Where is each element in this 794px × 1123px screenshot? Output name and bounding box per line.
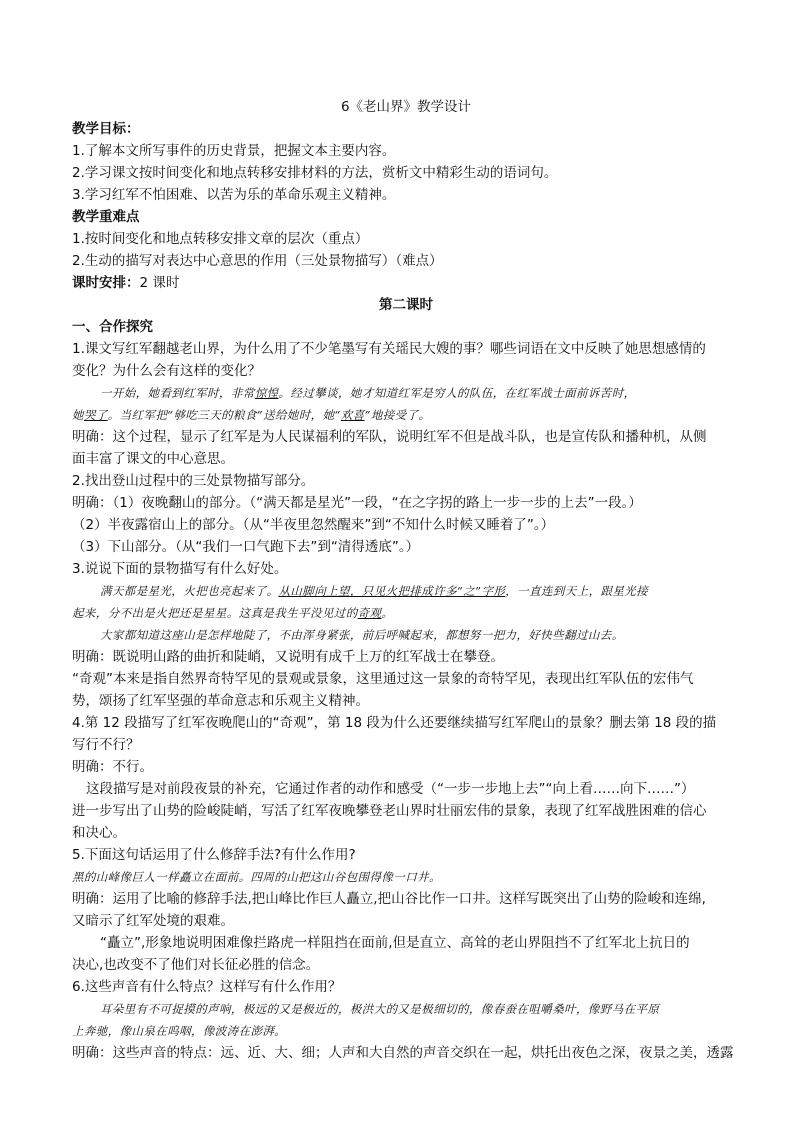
question-4-cont: 写行不行？ <box>72 737 140 753</box>
quote-text: 。经过攀谈，她才知道红军是穷人的队伍，在红军战士面前诉苦时， <box>278 386 636 400</box>
question-1: 1.课文写红军翻越老山界，为什么用了不少笔墨写有关瑶民大嫂的事？哪些词语在文中反映了她思想感情的 <box>72 341 706 357</box>
answer-4-cont: 进一步写出了山势的险峻陡峭，写活了红军夜晚攀登老山界时壮丽宏伟的景象，表现了红军战胜困难的信心 <box>72 803 707 819</box>
section-heading: 第二课时 <box>379 297 433 313</box>
quote-underlined: 哭了 <box>83 408 108 422</box>
keypoint-item: 1.按时间变化和地点转移安排文章的层次（重点） <box>72 231 369 247</box>
answer-4-cont: 和决心。 <box>72 825 126 841</box>
answer-5-cont: 又暗示了红军处境的艰难。 <box>72 913 234 929</box>
answer-3: 明确：既说明山路的曲折和陡峭，又说明有成千上万的红军战士在攀登。 <box>72 649 504 665</box>
answer-2-cont: （3）下山部分。（从“我们一口气跑下去”到“清得透底”。） <box>72 539 420 555</box>
quote-underlined: 奇观 <box>357 606 382 620</box>
keypoint-item: 2.生动的描写对表达中心意思的作用（三处景物描写）（难点） <box>72 253 443 269</box>
question-6: 6.这些声音有什么特点？这样写有什么作用？ <box>72 979 342 995</box>
quote-text: 一开始，她看到红军时，非常 <box>100 386 255 400</box>
quote-3-line <box>72 602 393 624</box>
answer-1: 明确：这个过程，显示了红军是为人民谋福利的军队，说明红军不但是战斗队，也是宣传队和播种机，从侧 <box>72 429 707 445</box>
quote-3-line: 大家都知道这座山是怎样地陡了，不由浑身紧张，前后呼喊起来，都想努一把力，好快些翻过山去。 <box>100 628 624 642</box>
answer-6: 明确：这些声音的特点：远、近、大、细；人声和大自然的声音交织在一起，烘托出夜色之深，夜景之美，透露 <box>72 1045 734 1061</box>
goal-item: 1.了解本文所写事件的历史背景，把握文本主要内容。 <box>72 143 396 159</box>
quote-text: ”地接受了。 <box>364 408 431 422</box>
quote-underlined: 欢喜 <box>340 408 365 422</box>
keypoints-heading: 教学重难点 <box>72 209 140 225</box>
class-hours <box>72 272 179 294</box>
quote-1-line <box>72 404 430 426</box>
quote-text: 满天都是星光，火把也亮起来了。 <box>100 584 279 598</box>
goal-item: 2.学习课文按时间变化和地点转移安排材料的方法，赏析文中精彩生动的语词句。 <box>72 165 558 181</box>
answer-3-cont: 势，颂扬了红军坚强的革命意志和乐观主义精神。 <box>72 693 369 709</box>
quote-underlined: 惊惶 <box>254 386 279 400</box>
class-hours-label: 课时安排： <box>72 275 140 291</box>
question-4: 4.第 12 段描写了红军夜晚爬山的“奇观”，第 18 段为什么还要继续描写红军爬山的景象？删去第 18 段的描 <box>72 715 717 731</box>
answer-5-cont: 决心,也改变不了他们对长征必胜的信念。 <box>72 957 320 973</box>
part-heading: 一、合作探究 <box>72 319 153 335</box>
question-2: 2.找出登山过程中的三处景物描写部分。 <box>72 473 315 489</box>
goal-item: 3.学习红军不怕困难、以苦为乐的革命乐观主义精神。 <box>72 187 396 203</box>
answer-2-cont: （2）半夜露宿山上的部分。（从“半夜里忽然醒来”到“不知什么时候又睡着了”。） <box>72 517 555 533</box>
answer-4-cont: 这段描写是对前段夜景的补充，它通过作者的动作和感受（“一步一步地上去”“向上看……向下……”） <box>86 781 695 797</box>
quote-underlined: 从山脚向上望，只见火把排成许多“之”字形 <box>278 584 506 598</box>
quote-5-line: 黑的山峰像巨人一样矗立在面前。四周的山把这山谷包围得像一口井。 <box>72 870 441 884</box>
quote-text: 。当红军把“够吃三天的粮食”送给她时，她“ <box>107 408 341 422</box>
goals-heading: 教学目标： <box>72 121 140 137</box>
answer-5-cont: “矗立”,形象地说明困难像拦路虎一样阻挡在面前,但是直立、高耸的老山界阻挡不了红军北上抗日的 <box>100 935 690 951</box>
class-hours-value: 2 课时 <box>139 275 180 291</box>
quote-text: 她 <box>72 408 84 422</box>
answer-3-cont: “奇观”本来是指自然界奇特罕见的景观或景象，这里通过这一景象的奇特罕见，表现出红军队伍的宏伟气 <box>72 671 694 687</box>
question-3: 3.说说下面的景物描写有什么好处。 <box>72 561 288 577</box>
quote-text: 起来，分不出是火把还是星星。这真是我生平没见过的 <box>72 606 358 620</box>
question-1-cont: 变化？为什么会有这样的变化？ <box>72 363 261 379</box>
answer-1-cont: 面丰富了课文的中心意思。 <box>72 451 234 467</box>
quote-3-line <box>100 580 648 602</box>
quote-6-line: 耳朵里有不可捉摸的声响，极远的又是极近的，极洪大的又是极细切的，像春蚕在咀嚼桑叶，像野马在平原 <box>100 1002 660 1016</box>
answer-4: 明确：不行。 <box>72 759 153 775</box>
answer-2: 明确：（1）夜晚翻山的部分。（“满天都是星光”一段，“在之字拐的路上一步一步的上去”一段。） <box>72 495 642 511</box>
question-5: 5.下面这句话运用了什么修辞手法?有什么作用? <box>72 847 356 863</box>
quote-1-line <box>100 382 636 404</box>
quote-text: 。 <box>381 606 394 620</box>
answer-5: 明确：运用了比喻的修辞手法,把山峰比作巨人矗立,把山谷比作一口井。这样写既突出了山势的险峻和连绵, <box>72 891 706 907</box>
document-title: 6《老山界》教学设计 <box>340 99 472 115</box>
quote-6-line: 上奔驰，像山泉在呜咽，像波涛在澎湃。 <box>72 1024 287 1038</box>
quote-text: ，一直连到天上，跟星光接 <box>505 584 649 598</box>
